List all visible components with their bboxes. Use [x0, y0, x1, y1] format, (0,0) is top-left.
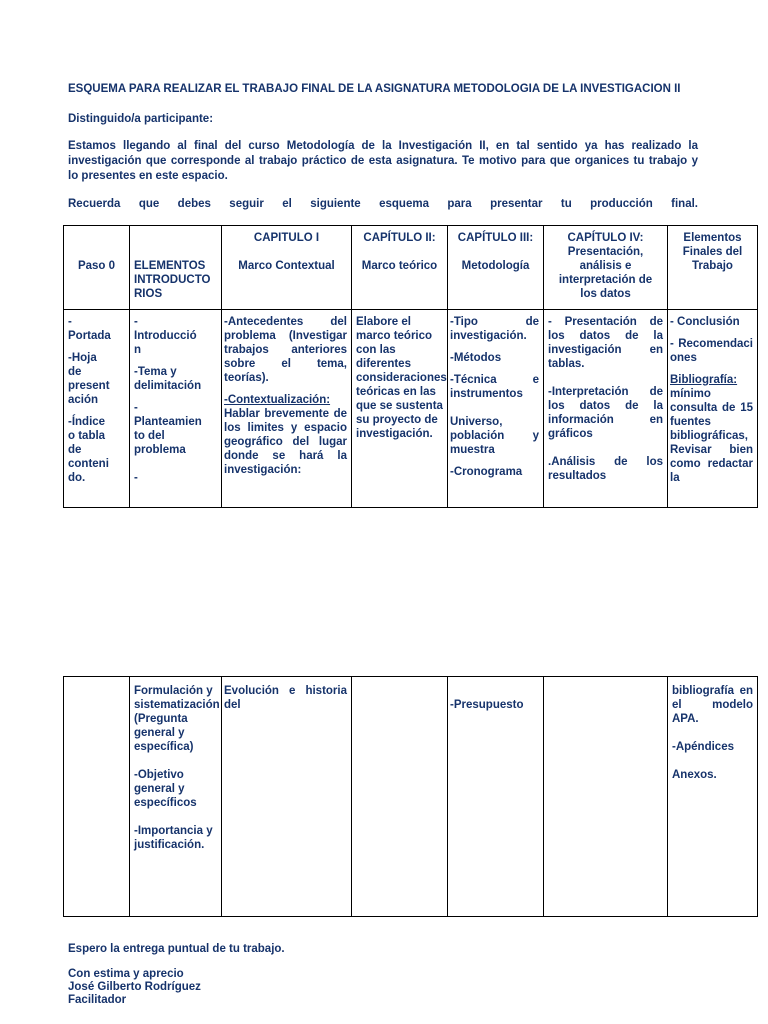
cell-elementos-finales: - Conclusión - Recomendaciones Bibliografía: mínimo consulta de 15 fuentes bibliográficas, Revisar bien como redactar la: [668, 310, 758, 508]
cell-evolucion-historia: Evolución e historia del: [222, 677, 352, 917]
header-elementos-finales: Elementos Finales del Trabajo: [668, 226, 758, 310]
outline-table-1: [63, 225, 758, 508]
cell-presupuesto: -Presupuesto: [448, 677, 544, 917]
cell-metodologia: -Tipo de investigación. -Métodos -Técnica e instrumentos Universo, población y muestra -Cronograma: [448, 310, 544, 508]
signature-name: José Gilberto Rodríguez: [68, 981, 201, 993]
intro-line: Estamos llegando al final del curso Metodología de la Investigación II, en tal sentido ya has realizado la: [68, 140, 698, 152]
closing-text: Espero la entrega puntual de tu trabajo.: [68, 943, 285, 955]
header-capitulo-4: CAPÍTULO IV: Presentación, análisis e interpretación de los datos: [544, 226, 668, 310]
intro-paragraph: [68, 139, 698, 184]
cell-bibliografia-apa: bibliografía en el modelo APA. -Apéndices Anexos.: [668, 677, 758, 917]
header-paso-0: Paso 0: [64, 226, 130, 310]
cell-marco-contextual: -Antecedentes del problema (Investigar trabajos anteriores sobre el tema, teorías). -Contextualización: Hablar brevemente de los limites y espacio geográfico del lugar donde se hará la investigación:: [222, 310, 352, 508]
greeting: Distinguido/a participante:: [68, 113, 214, 125]
document-title: ESQUEMA PARA REALIZAR EL TRABAJO FINAL DE LA ASIGNATURA METODOLOGIA DE LA INVESTIGACION II: [68, 83, 681, 95]
reminder-text: Recuerda que debes seguir el siguiente esquema para presentar tu producción final.: [68, 198, 698, 210]
cell-paso-0: - Portada -Hoja de present ación -Índice o tabla de conteni do.: [64, 310, 130, 508]
table-header-row: [64, 226, 758, 310]
cell-presentacion-datos: - Presentación de los datos de la investigación en tablas. -Interpretación de los datos de la información en gráficos .Análisis de los resultados: [544, 310, 668, 508]
signature-line: Con estima y aprecio: [68, 968, 184, 980]
table-body-row: [64, 677, 758, 917]
header-capitulo-3: CAPÍTULO III: Metodología: [448, 226, 544, 310]
cell-marco-teorico: Elabore el marco teórico con las diferentes consideraciones teóricas en las que se sustenta su proyecto de investigación.: [352, 310, 448, 508]
header-capitulo-1: CAPITULO I Marco Contextual: [222, 226, 352, 310]
cell-empty: [352, 677, 448, 917]
cell-formulacion: Formulación y sistematización (Pregunta general y específica) -Objetivo general y específicos -Importancia y justificación.: [130, 677, 222, 917]
cell-empty: [544, 677, 668, 917]
intro-line: lo presentes en este espacio.: [68, 170, 228, 182]
outline-table-2: [63, 676, 758, 917]
signature-block: [68, 968, 698, 1007]
signature-role: Facilitador: [68, 994, 127, 1006]
cell-empty: [64, 677, 130, 917]
header-capitulo-2: CAPÍTULO II: Marco teórico: [352, 226, 448, 310]
intro-line: investigación que corresponde al trabajo práctico de esta asignatura. Te motivo para que organices tu trabajo y: [68, 155, 698, 167]
header-elementos-introductorios: ELEMENTOS INTRODUCTO RIOS: [130, 226, 222, 310]
table-body-row: [64, 310, 758, 508]
cell-elementos-introductorios: - Introducció n -Tema y delimitación - Planteamien to del problema -: [130, 310, 222, 508]
